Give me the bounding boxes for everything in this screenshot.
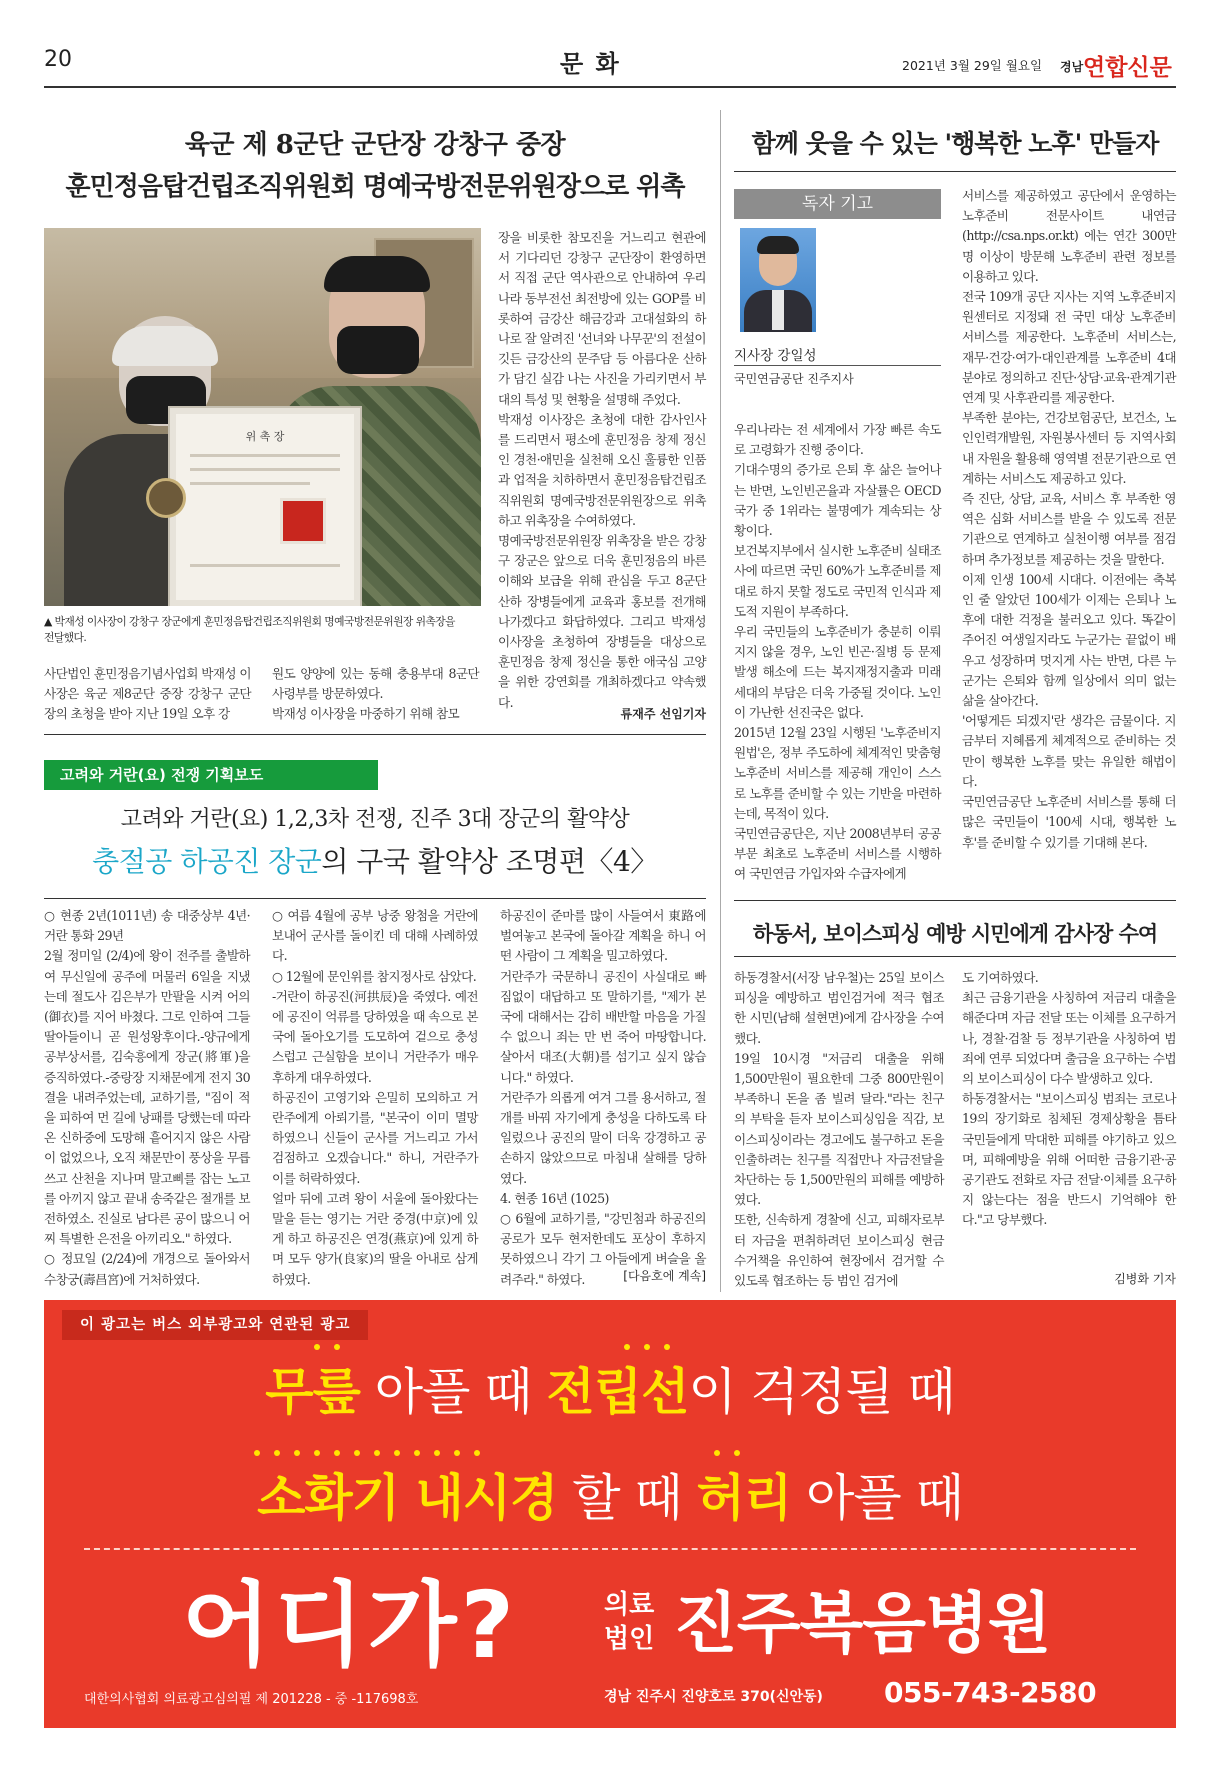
article1-col1: 사단법인 훈민정음기념사업회 박재성 이사장은 육군 제8군단 중장 강창구 군단장의 초청을 받아 지난 19일 오후 강 [44, 666, 251, 722]
ad-where-slogan: 어디가? [182, 1572, 518, 1679]
article3-affiliation: 국민연금공단 진주지사 [734, 372, 854, 386]
ad-dots-1 [314, 1344, 320, 1350]
section-title: 문 화 [560, 50, 621, 78]
ad-line2-text-a: 할 때 [557, 1469, 697, 1527]
ad-line1 [44, 1352, 1176, 1424]
issue-date: 2021년 3월 29일 월요일 [902, 58, 1043, 73]
article2-series-tag: 고려와 거란(요) 전쟁 기획보도 [44, 760, 378, 790]
ad-keyword-back: 허리 [696, 1469, 792, 1527]
article1-caption: ▲ 박재성 이사장이 강창구 장군에게 훈민정음탑건립조직위원회 명예국방전문위원장 위촉장을 전달했다. [44, 615, 455, 644]
article4-col1: 하동경찰서(서장 남우철)는 25일 보이스피싱을 예방하고 범인검거에 적극 협조한 시민(남해 설현면)에게 감사장을 수여했다. 19일 10시경 "저금리 대출을 위해 1,500만원이 필요한데 그중 800만원이 부족하니 돈을 좀 빌려 달라."라는 친구의 부탁을 듣자 보이스피싱임을 직감, 보이스피싱이라는 경고에도 불구하고 돈을 인출하려는 친구를 직접만나 자금전달을 차단하는 등 1,500만원의 피해를 예방하였다. 또한, 신속하게 경찰에 신고, 피해자로부터 자금을 편취하려던 보이스피싱 현금수거책을 유인하여 현장에서 검거할 수 있도록 협조하는 등 범인 검거에 [734, 970, 944, 1289]
article4-title-rule [734, 956, 1176, 957]
ad-keyword-prostate: 전립선 [546, 1363, 689, 1421]
article4-title: 하동서, 보이스피싱 예방 시민에게 감사장 수여 [752, 921, 1158, 946]
ad-approval-number: 대한의사협회 의료광고심의필 제 201228 - 중 -117698호 [84, 1692, 419, 1707]
article2-col3: 하공진이 준마를 많이 사들여서 東路에 벌여놓고 본국에 돌아갈 계획을 하니 어떤 사람이 그 계획을 밀고하였다. 거란주가 국문하니 공진이 사실대로 빠짐없이 대답하고 또 말하기를, "제가 본국에 대해서는 감히 배반할 마음을 가질 수 없으니 죄는 만 번 죽어 마땅합니다. 살아서 대조(大朝)를 섬기고 싶지 않습니다." 하였다. 거란주가 의롭게 여겨 그를 용서하고, 절개를 바꿔 자기에게 충성을 다하도록 타일렀으나 공진의 말이 더욱 강경하고 공손하지 않았으므로 마침내 살해를 당하였다. 4. 현종 16년 (1025) ○ 6월에 교하기를, "강민첨과 하공진의 공로가 모두 현저한데도 포상이 후하지 못하였으니 각기 그 아들에게 벼슬을 올려주라." 하였다. [500, 908, 706, 1287]
article1-end-rule [44, 734, 706, 735]
ad-keyword-knee: 무릎 [265, 1363, 360, 1421]
article1-photo [44, 228, 481, 606]
author-rule [734, 365, 941, 366]
article2-title-rule [44, 898, 706, 899]
article1-col2: 원도 양양에 있는 동해 충용부대 8군단 사령부를 방문하였다. 박재성 이사장을 마중하기 위해 참모 [272, 666, 479, 722]
article1-col3: 장을 비롯한 참모진을 거느리고 현관에서 기다리던 강창구 군단장이 환영하면서 직접 군단 역사관으로 안내하여 우리나라 동부전선 최전방에 있는 GOP를 비롯하여 금강산 해금강과 고대설화의 하나로 잘 알려진 '선녀와 나무꾼'의 전설이 깃든 금강산의 문주담 등 아름다운 산하가 담긴 실감 나는 사진을 가리키면서 부대의 특성 및 현황을 설명해 주었다. 박재성 이사장은 초청에 대한 감사인사를 드리면서 평소에 훈민정음 창제 정신인 경천·애민을 실천해 오신 훌륭한 인품과 업적을 치하하면서 훈민정음탑건립조직위원회 명예국방전문위원장으로 위촉하고 위촉장을 수여하였다. 명예국방전문위원장 위촉장을 받은 강창구 장군은 앞으로 더욱 훈민정음의 바른 이해와 보급을 위해 관심을 두고 8군단 산하 장병들에게 교육과 홍보를 전개해 나가겠다고 화답하였다. 그리고 박재성 이사장을 초청하여 장병들을 대상으로 훈민정음 창제 정신을 통한 애국심 고양을 위한 강연회를 개최하겠다고 약속했다. [498, 230, 706, 710]
article1-title-line2: 훈민정음탑건립조직위원회 명예국방전문위원장으로 위촉 [65, 172, 685, 202]
paper-region: 경남 [1060, 60, 1084, 74]
ad-line2 [44, 1458, 1176, 1530]
certificate-seal [280, 498, 326, 544]
article3-col2: 서비스를 제공하였고 공단에서 운영하는 노후준비 전문사이트 내연금 (http://csa.nps.or.kt) 에는 연간 300만 명 이상이 방문해 노후준비 관련 정보를 이용하고 있다. 전국 109개 공단 지사는 지역 노후준비지원센터로 지정돼 전 국민 대상 노후준비 서비스를 제공한다. 노후준비 서비스는, 재무·건강·여가·대인관계를 노후준비 4대 분야로 정의하고 진단·상담·교육·관계기관 연계 및 사후관리를 제공한다. 부족한 분야는, 건강보험공단, 보건소, 노인인력개발원, 자원봉사센터 등 지역사회 내 자원을 활용해 영역별 전문기관으로 연계하는 서비스도 제공하고 있다. 즉 진단, 상담, 교육, 서비스 후 부족한 영역은 심화 서비스를 받을 수 있도록 전문기관으로 연계하고 실천이행 여부를 점검하며 추가정보를 제공하는 것을 말한다. 이제 인생 100세 시대다. 이전에는 축복인 줄 알았던 100세가 이제는 은퇴나 노후에 대한 걱정을 불러오고 있다. 똑같이 주어진 여생일지라도 누군가는 끝없이 배우고 성장하며 멋지게 사는 반면, 다른 누군가는 은퇴와 함께 일상에서 의미 없는 삶을 살아간다. '어떻게든 되겠지'란 생각은 금물이다. 지금부터 지혜롭게 체계적으로 준비하는 것 만이 행복한 노후를 맞는 유일한 해법이다. 국민연금공단 노후준비 서비스를 통해 더 많은 국민들이 '100세 시대, 행복한 노후'를 준비할 수 있기를 기대해 본다. [962, 188, 1176, 850]
article3-end-rule [734, 900, 1176, 901]
ad-line1-text-b: 이 걱정될 때 [688, 1363, 955, 1421]
article3-title-rule [734, 171, 1176, 172]
article2-title-highlight: 충절공 하공진 장군 [92, 845, 322, 878]
page-number: 20 [44, 47, 72, 72]
article2-title [44, 840, 706, 880]
ad-dashed-divider [84, 1548, 1136, 1550]
ad-org-type-1: 의료 [604, 1590, 655, 1620]
hospital-ad [44, 1300, 1176, 1728]
certificate-heading: 위 촉 장 [245, 430, 285, 443]
ad-phone: 055-743-2580 [884, 1676, 1097, 1709]
ad-hospital-name: 진주복음병원 [674, 1585, 1051, 1662]
author-photo [740, 228, 816, 332]
article2-continued: [다음호에 계속] [623, 1269, 706, 1283]
header-rule [44, 86, 1176, 88]
article2-col2: ○ 여름 4월에 공부 낭중 왕첨을 거란에 보내어 군사를 돌이킨 데 대해 사례하였다. ○ 12월에 문인위를 참지정사로 삼았다. -거란이 하공진(河拱辰)을 죽였다. 예전에 공진이 억류를 당하였을 때 속으로 본국에 돌아오기를 도모하여 겉으로 충성스럽고 근실함을 보이니 거란주가 매우 후하게 대우하였다. 하공진이 고영기와 은밀히 모의하고 거란주에게 아뢰기를, "본국이 이미 멸망하였으니 신들이 군사를 거느리고 가서 검점하고 오겠습니다." 하니, 거란주가 이를 허락하였다. 얼마 뒤에 고려 왕이 서울에 돌아왔다는 말을 듣는 영기는 거란 중경(中京)에 있게 하고 하공진은 연경(燕京)에 있게 하며 모두 양가(良家)의 딸을 아내로 삼게 하였다. [272, 908, 478, 1287]
ad-line1-text-a: 아플 때 [359, 1363, 547, 1421]
article2-subtitle: 고려와 거란(요) 1,2,3차 전쟁, 진주 3대 장군의 활약상 [120, 807, 630, 832]
ad-dots-2 [254, 1450, 260, 1456]
article3-col1: 우리나라는 전 세계에서 가장 빠른 속도로 고령화가 진행 중이다. 기대수명의 증가로 은퇴 후 삶은 늘어나는 반면, 노인빈곤율과 자살률은 OECD 국가 중 1위라는 불명예가 계속되는 상황이다. 보건복지부에서 실시한 노후준비 실태조사에 따르면 국민 60%가 노후준비를 제대로 하지 못할 정도로 국민적 인식과 제도적 지원이 부족하다. 우리 국민들의 노후준비가 충분히 이뤄지지 않을 경우, 노인 빈곤·질병 등 문제 발생 해소에 드는 복지재정지출과 미래세대의 부담은 더욱 가중될 것이다. 노인이 가난한 선진국은 없다. 2015년 12월 23일 시행된 '노후준비지원법'은, 정부 주도하에 체계적인 맞춤형 노후준비 서비스를 제공해 개인이 스스로 노후를 준비할 수 있는 기반을 마련하는데, 목적이 있다. 국민연금공단은, 지난 2008년부터 공공부문 최초로 노후준비 서비스를 시행하여 국민연금 가입자와 수급자에게 [734, 422, 941, 882]
article2-col1: ○ 현종 2년(1011년) 송 대중상부 4년·거란 통화 29년 2월 정미일 (2/4)에 왕이 전주를 출발하여 무신일에 공주에 머물러 6일을 지냈는데 절도사 김은부가 만팔을 시켜 어의(御衣)를 지어 바쳤다. 그로 인하여 그들 딸아들이니 곧 원성왕후이다.-양규에게 공부상서를, 김숙흥에게 장군(將軍)을 증직하였다.-중랑장 지채문에게 전지 30결을 내려주었는데, 교하기를, "짐이 적을 피하여 먼 길에 낭패를 당했는데 따라온 신하중에 도망해 흩어지지 않은 사람이 없었으나, 오직 채문만이 풍상을 무릅쓰고 산천을 지나며 말고삐를 잡는 노고를 아끼지 않고 끝내 송죽같은 절개를 보전하였소. 진실로 남다른 공이 많으니 어찌 특별한 은전을 아끼리오." 하였다. ○ 정묘일 (2/24)에 개경으로 돌아와서 수창궁(壽昌宮)에 거처하였다. [44, 908, 250, 1287]
article1-title-line1: 육군 제 8군단 군단장 강창구 중장 [184, 130, 566, 160]
ad-org-type-2: 법인 [604, 1624, 655, 1654]
article4-col2: 도 기여하였다. 최근 금융기관을 사칭하여 저금리 대출을 해준다며 자금 전달 또는 이체를 요구하거나, 경찰·검찰 등 정부기관을 사칭하여 범죄에 연루 되었다며 출금을 요구하는 수법의 보이스피싱이 다수 발생하고 있다. 하동경찰서는 "보이스피싱 범죄는 코로나 19의 장기화로 침체된 경제상황을 틈타 국민들에게 막대한 피해를 야기하고 있으며, 피해예방을 위해 어떠한 금융기관·공공기관도 전화로 자금 전달·이체를 요구하지 않는다는 점을 반드시 기억해야 한다."고 당부했다. [962, 970, 1176, 1228]
article3-author: 지사장 강일성 [734, 348, 817, 364]
article3-title: 함께 웃을 수 있는 '행복한 노후' 만들자 [751, 129, 1159, 158]
ad-notice-banner: 이 광고는 버스 외부광고와 연관된 광고 [62, 1310, 368, 1340]
ad-address: 경남 진주시 진양호로 370(신안동) [604, 1689, 823, 1705]
article4-byline: 김병화 기자 [1114, 1272, 1176, 1286]
certificate [170, 408, 360, 606]
column-divider [720, 110, 721, 1292]
article1-byline: 류재주 선임기자 [620, 707, 706, 721]
emblem [146, 478, 186, 518]
article2-title-rest: 의 구국 활약상 조명편〈4〉 [321, 845, 658, 878]
article3-label: 독자 기고 [734, 189, 941, 219]
ad-line2-text-b: 아플 때 [791, 1469, 963, 1527]
ad-keyword-endoscopy: 소화기 내시경 [257, 1469, 558, 1527]
paper-logo: 연합신문 [1083, 55, 1172, 81]
